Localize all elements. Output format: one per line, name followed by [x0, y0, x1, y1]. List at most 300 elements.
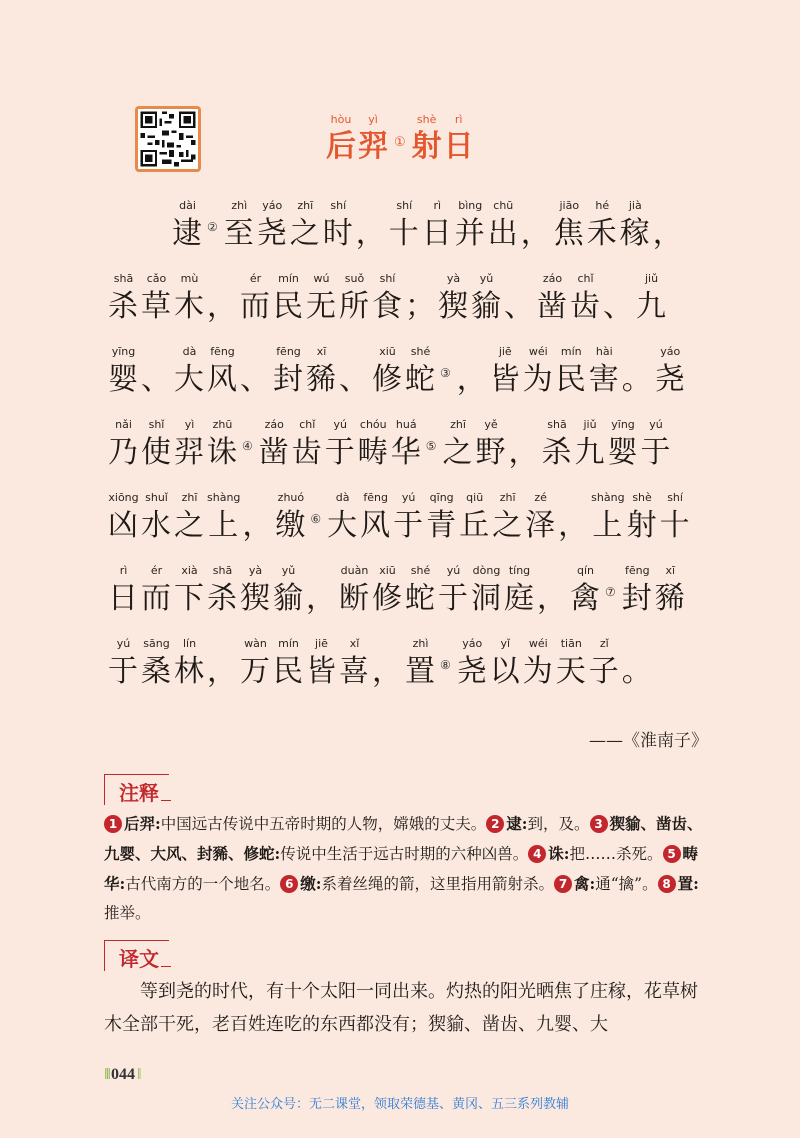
- char-with-pinyin: [240, 636, 271, 692]
- pinyin: qīng: [429, 491, 454, 504]
- punctuation: [622, 344, 653, 400]
- note-term: 逮:: [506, 814, 528, 833]
- pinyin: yáo: [262, 199, 283, 212]
- pinyin: duàn: [340, 564, 369, 577]
- pinyin: [537, 563, 568, 579]
- hanzi: 封: [273, 362, 304, 397]
- hanzi: 、: [240, 362, 271, 397]
- hanzi: 下: [174, 581, 205, 616]
- hanzi: 为: [522, 654, 554, 689]
- hanzi: 日: [108, 581, 139, 616]
- hanzi: 无: [306, 289, 337, 324]
- note-term: 缴:: [300, 874, 322, 893]
- punctuation: [242, 490, 273, 546]
- char-with-pinyin: [556, 344, 587, 400]
- hanzi: 华: [390, 435, 422, 470]
- pinyin: rì: [433, 199, 442, 212]
- pinyin: [240, 344, 271, 360]
- punctuation: [207, 271, 238, 327]
- pinyin: [372, 636, 403, 652]
- char-with-pinyin: [393, 490, 424, 546]
- note-term: 猰貐、凿齿、九婴、大风、封豨、修蛇:: [104, 814, 703, 863]
- char-with-pinyin: [589, 344, 620, 400]
- note-term: 禽:: [574, 874, 596, 893]
- char-with-pinyin: [240, 271, 271, 327]
- note-number: 3: [590, 815, 608, 833]
- hanzi: 婴: [108, 362, 139, 397]
- hanzi: 十: [659, 508, 691, 543]
- pinyin: wú: [313, 272, 330, 285]
- note-marker: ④: [242, 439, 253, 453]
- punctuation: [372, 636, 403, 692]
- char-with-pinyin: [372, 563, 403, 619]
- pinyin: tíng: [508, 564, 531, 577]
- hanzi: 丘: [459, 508, 491, 543]
- hanzi: 羿: [174, 435, 205, 470]
- note-marker: ⑧: [440, 658, 451, 672]
- pinyin: yīng: [111, 345, 136, 358]
- pinyin: dài: [179, 199, 196, 212]
- hanzi: 射: [626, 508, 658, 543]
- hanzi: ，: [355, 216, 387, 251]
- passage-line: [172, 198, 686, 260]
- pinyin: yǔ: [479, 272, 494, 285]
- hanzi: 青: [426, 508, 458, 543]
- pinyin: jiē: [498, 345, 512, 358]
- pinyin: yú: [333, 418, 347, 431]
- punctuation: [509, 417, 540, 473]
- note-term: 置:: [677, 874, 699, 893]
- char-with-pinyin: [608, 417, 639, 473]
- char-with-pinyin: [141, 271, 172, 327]
- page-ornament: ‖: [134, 1066, 140, 1083]
- pinyin: [457, 344, 488, 360]
- pinyin: dòng: [472, 564, 501, 577]
- hanzi: 而: [141, 581, 172, 616]
- hanzi: 于: [640, 435, 672, 470]
- hanzi: 于: [324, 435, 356, 470]
- pinyin: zǐ: [599, 637, 609, 650]
- char-with-pinyin: [360, 490, 391, 546]
- pinyin: fēng: [363, 491, 388, 504]
- hanzi: 婴: [607, 435, 639, 470]
- pinyin: [207, 636, 238, 652]
- hanzi: 子: [588, 654, 620, 689]
- hanzi: 、: [603, 289, 634, 324]
- title-char: yì 羿: [358, 113, 388, 164]
- char-with-pinyin: [108, 417, 139, 473]
- punctuation: [558, 490, 589, 546]
- pinyin: mù: [180, 272, 199, 285]
- pinyin: chóu: [359, 418, 387, 431]
- char-with-pinyin: [306, 636, 337, 692]
- hanzi: 风: [360, 508, 392, 543]
- hanzi: 九: [574, 435, 606, 470]
- hanzi: 上: [208, 508, 240, 543]
- hanzi: 桑: [141, 654, 172, 689]
- char-with-pinyin: [273, 271, 304, 327]
- char-with-pinyin: [422, 198, 453, 254]
- hanzi: 禾: [586, 216, 618, 251]
- hanzi: ，: [456, 362, 488, 397]
- pinyin: xiōng: [108, 491, 139, 504]
- hanzi: 时: [322, 216, 354, 251]
- hanzi: 畴: [357, 435, 389, 470]
- note-text: 把……杀死。: [569, 845, 663, 863]
- note-number: 7: [554, 875, 572, 893]
- pinyin: shí: [330, 199, 347, 212]
- hanzi: 喜: [339, 654, 370, 689]
- char-with-pinyin: [325, 417, 356, 473]
- char-with-pinyin: [172, 198, 203, 254]
- punctuation: [457, 344, 488, 400]
- note-text: 传说中生活于远古时期的六种凶兽。: [280, 845, 529, 863]
- pinyin: jiǔ: [583, 418, 597, 431]
- pinyin: jiǔ: [644, 272, 659, 285]
- hanzi: 林: [174, 654, 205, 689]
- hanzi: 貐: [273, 581, 304, 616]
- hanzi: 焦: [553, 216, 585, 251]
- char-with-pinyin: [443, 417, 474, 473]
- pinyin: fēng: [624, 564, 650, 577]
- char-with-pinyin: [570, 563, 601, 619]
- char-with-pinyin: [405, 636, 436, 692]
- hanzi: 木: [174, 289, 205, 324]
- char-with-pinyin: [620, 198, 651, 254]
- pinyin: cǎo: [146, 272, 167, 285]
- char-with-pinyin: [405, 563, 436, 619]
- pinyin: dà: [335, 491, 350, 504]
- pinyin: yú: [401, 491, 416, 504]
- pinyin: jià: [628, 199, 642, 212]
- pinyin: zhī: [181, 491, 198, 504]
- char-with-pinyin: [108, 271, 139, 327]
- note-text: 系着丝绳的箭，这里指用箭射杀。: [321, 875, 554, 893]
- hanzi: 杀: [541, 435, 573, 470]
- punctuation: [141, 344, 172, 400]
- hanzi: 为: [522, 362, 554, 397]
- hanzi: 洞: [471, 581, 502, 616]
- pinyin: yú: [446, 564, 461, 577]
- pinyin: zhuó: [277, 491, 305, 504]
- hanzi: 野: [475, 435, 507, 470]
- hanzi: 豨: [306, 362, 337, 397]
- passage-line: [108, 490, 693, 552]
- hanzi: 禽: [570, 581, 601, 616]
- hanzi: 使: [141, 435, 172, 470]
- char-with-pinyin: [306, 271, 337, 327]
- pinyin: yú: [649, 418, 663, 431]
- char-with-pinyin: [275, 490, 306, 546]
- hanzi: 杀: [207, 581, 238, 616]
- hanzi: 。: [621, 362, 653, 397]
- hanzi: 大: [327, 508, 359, 543]
- pinyin: [141, 344, 172, 360]
- char-with-pinyin: [108, 490, 139, 546]
- hanzi: 修: [372, 581, 403, 616]
- char-with-pinyin: [174, 490, 205, 546]
- punctuation: [306, 563, 337, 619]
- title-char: hòu 后: [326, 113, 356, 164]
- pinyin: yú: [116, 637, 131, 650]
- hanzi: 庭: [504, 581, 535, 616]
- pinyin: yǔ: [281, 564, 296, 577]
- hanzi: 食: [372, 289, 403, 324]
- hanzi: 。: [621, 654, 653, 689]
- char-with-pinyin: [323, 198, 354, 254]
- note-text: 到，及。: [527, 815, 590, 833]
- source-citation: ——《淮南子》: [589, 731, 708, 751]
- char-with-pinyin: [339, 636, 370, 692]
- char-with-pinyin: [339, 271, 370, 327]
- hanzi: 泽: [525, 508, 557, 543]
- hanzi: 尧: [256, 216, 288, 251]
- punctuation: [504, 271, 535, 327]
- char-with-pinyin: [306, 344, 337, 400]
- pinyin: chǐ: [299, 418, 316, 431]
- hanzi: 缴: [275, 508, 307, 543]
- passage-line: [108, 636, 655, 698]
- hanzi: 民: [555, 362, 587, 397]
- hanzi: 之: [289, 216, 321, 251]
- char-with-pinyin: [488, 198, 519, 254]
- char-with-pinyin: [389, 198, 420, 254]
- char-with-pinyin: [273, 563, 304, 619]
- passage-line: [108, 344, 688, 406]
- hanzi: 之: [174, 508, 205, 543]
- char-with-pinyin: [339, 563, 370, 619]
- pinyin: rì: [119, 564, 128, 577]
- char-with-pinyin: [207, 563, 238, 619]
- note-marker: ⑦: [605, 585, 616, 599]
- pinyin: yáo: [660, 345, 681, 358]
- char-with-pinyin: [327, 490, 358, 546]
- hanzi: 猰: [240, 581, 271, 616]
- pinyin: zhì: [231, 199, 248, 212]
- pinyin: shā: [212, 564, 233, 577]
- hanzi: 尧: [654, 362, 686, 397]
- note-marker: ③: [440, 366, 451, 380]
- pinyin: mín: [560, 345, 582, 358]
- page-ornament: ‖‖: [104, 1066, 111, 1083]
- pinyin: nǎi: [115, 418, 132, 431]
- char-with-pinyin: [556, 636, 587, 692]
- char-with-pinyin: [589, 636, 620, 692]
- char-with-pinyin: [636, 271, 667, 327]
- punctuation: [240, 344, 271, 400]
- char-with-pinyin: [471, 563, 502, 619]
- pinyin: xī: [665, 564, 676, 577]
- hanzi: 凿: [537, 289, 568, 324]
- hanzi: 齿: [291, 435, 323, 470]
- note-text: 古代南方的一个地名。: [125, 875, 281, 893]
- hanzi: 民: [273, 289, 304, 324]
- pinyin: [653, 198, 684, 214]
- char-with-pinyin: [207, 417, 238, 473]
- page-number: [104, 1066, 139, 1084]
- hanzi: 、: [339, 362, 370, 397]
- pinyin: hài: [595, 345, 613, 358]
- punctuation: [537, 563, 568, 619]
- char-with-pinyin: [426, 490, 457, 546]
- note-number: 4: [528, 845, 546, 863]
- char-with-pinyin: [273, 636, 304, 692]
- pinyin: tiān: [560, 637, 582, 650]
- char-with-pinyin: [504, 563, 535, 619]
- hanzi: 于: [108, 654, 139, 689]
- pinyin: shuǐ: [145, 491, 168, 504]
- hanzi: ，: [508, 435, 540, 470]
- hanzi: ；: [405, 289, 436, 324]
- hanzi: 凶: [108, 508, 139, 543]
- hanzi: 齿: [570, 289, 601, 324]
- pinyin: xià: [181, 564, 198, 577]
- char-with-pinyin: [438, 563, 469, 619]
- pinyin: shé: [410, 564, 431, 577]
- char-with-pinyin: [405, 344, 436, 400]
- hanzi: 于: [438, 581, 469, 616]
- pinyin: shā: [113, 272, 134, 285]
- pinyin: zhī: [297, 199, 314, 212]
- pinyin: zhī: [450, 418, 466, 431]
- pinyin: [622, 636, 653, 652]
- char-with-pinyin: [554, 198, 585, 254]
- char-with-pinyin: [358, 417, 389, 473]
- char-with-pinyin: [471, 271, 502, 327]
- char-with-pinyin: [257, 198, 288, 254]
- pinyin: shí: [396, 199, 413, 212]
- pinyin: jiāo: [559, 199, 580, 212]
- hanzi: ，: [652, 216, 684, 251]
- notes-section: [104, 809, 714, 928]
- char-with-pinyin: [174, 417, 205, 473]
- char-with-pinyin: [174, 563, 205, 619]
- hanzi: 所: [339, 289, 370, 324]
- hanzi: 水: [141, 508, 172, 543]
- hanzi: 蛇: [405, 362, 436, 397]
- note-marker: ⑤: [425, 439, 437, 453]
- char-with-pinyin: [207, 344, 238, 400]
- hanzi: 逮: [172, 216, 203, 251]
- note-number: 5: [663, 845, 681, 863]
- hanzi: ，: [306, 581, 337, 616]
- hanzi: 置: [405, 654, 436, 689]
- pinyin: chū: [493, 199, 514, 212]
- pinyin: [306, 563, 337, 579]
- pinyin: fēng: [276, 345, 301, 358]
- pinyin: [242, 490, 273, 506]
- pinyin: shí: [379, 272, 396, 285]
- pinyin: qín: [576, 564, 594, 577]
- pinyin: [509, 417, 540, 433]
- char-with-pinyin: [641, 417, 672, 473]
- hanzi: ，: [242, 508, 274, 543]
- char-with-pinyin: [457, 636, 488, 692]
- hanzi: 诛: [207, 435, 238, 470]
- char-with-pinyin: [438, 271, 469, 327]
- hanzi: 杀: [108, 289, 139, 324]
- pinyin: huá: [395, 418, 417, 431]
- char-with-pinyin: [290, 198, 321, 254]
- pinyin: hé: [595, 199, 610, 212]
- char-with-pinyin: [141, 490, 172, 546]
- translation-heading: 译文: [104, 940, 169, 971]
- hanzi: 、: [141, 362, 172, 397]
- hanzi: 之: [442, 435, 474, 470]
- char-with-pinyin: [224, 198, 255, 254]
- notes-heading: 注释: [104, 774, 169, 805]
- pinyin: zhì: [412, 637, 429, 650]
- char-with-pinyin: [523, 344, 554, 400]
- pinyin: [356, 198, 387, 214]
- char-with-pinyin: [591, 490, 624, 546]
- pinyin: ér: [249, 272, 262, 285]
- hanzi: 风: [207, 362, 238, 397]
- note-marker: ②: [207, 220, 218, 234]
- qr-code-icon[interactable]: [135, 106, 201, 172]
- pinyin: yáo: [462, 637, 483, 650]
- passage-line: [108, 417, 674, 479]
- note-number: 2: [486, 815, 504, 833]
- title-char: rì 日: [443, 113, 474, 164]
- pinyin: [504, 271, 535, 287]
- pinyin: qiū: [466, 491, 484, 504]
- pinyin: fēng: [210, 345, 235, 358]
- pinyin: lín: [182, 637, 197, 650]
- hanzi: ，: [372, 654, 403, 689]
- char-with-pinyin: [655, 563, 686, 619]
- pinyin: suǒ: [344, 272, 365, 285]
- pinyin: záo: [542, 272, 563, 285]
- hanzi: 草: [141, 289, 172, 324]
- pinyin: shé: [410, 345, 431, 358]
- pinyin: xī: [316, 345, 327, 358]
- char-with-pinyin: [575, 417, 606, 473]
- char-with-pinyin: [141, 636, 172, 692]
- pinyin: shè: [632, 491, 652, 504]
- pinyin: shàng: [207, 491, 241, 504]
- pinyin: záo: [264, 418, 284, 431]
- hanzi: 民: [273, 654, 304, 689]
- pinyin: dà: [182, 345, 197, 358]
- note-number: 1: [104, 815, 122, 833]
- hanzi: 上: [592, 508, 624, 543]
- char-with-pinyin: [108, 636, 139, 692]
- hanzi: 并: [454, 216, 486, 251]
- hanzi: 修: [372, 362, 403, 397]
- pinyin: yǐ: [500, 637, 511, 650]
- pinyin: jiē: [315, 637, 328, 650]
- char-with-pinyin: [455, 198, 486, 254]
- hanzi: 万: [240, 654, 271, 689]
- char-with-pinyin: [273, 344, 304, 400]
- char-with-pinyin: [141, 563, 172, 619]
- pinyin: yà: [446, 272, 461, 285]
- pinyin: shā: [547, 418, 567, 431]
- hanzi: 凿: [258, 435, 290, 470]
- hanzi: ，: [207, 289, 238, 324]
- hanzi: 九: [636, 289, 667, 324]
- footer-promo: 关注公众号：无二课堂，领取荣德基、黄冈、五三系列教辅: [230, 1097, 569, 1112]
- char-with-pinyin: [292, 417, 323, 473]
- hanzi: ，: [207, 654, 238, 689]
- hanzi: 蛇: [405, 581, 436, 616]
- punctuation: [405, 271, 436, 327]
- pinyin: [207, 271, 238, 287]
- passage-line: [108, 271, 669, 333]
- char-with-pinyin: [523, 636, 554, 692]
- hanzi: ，: [520, 216, 552, 251]
